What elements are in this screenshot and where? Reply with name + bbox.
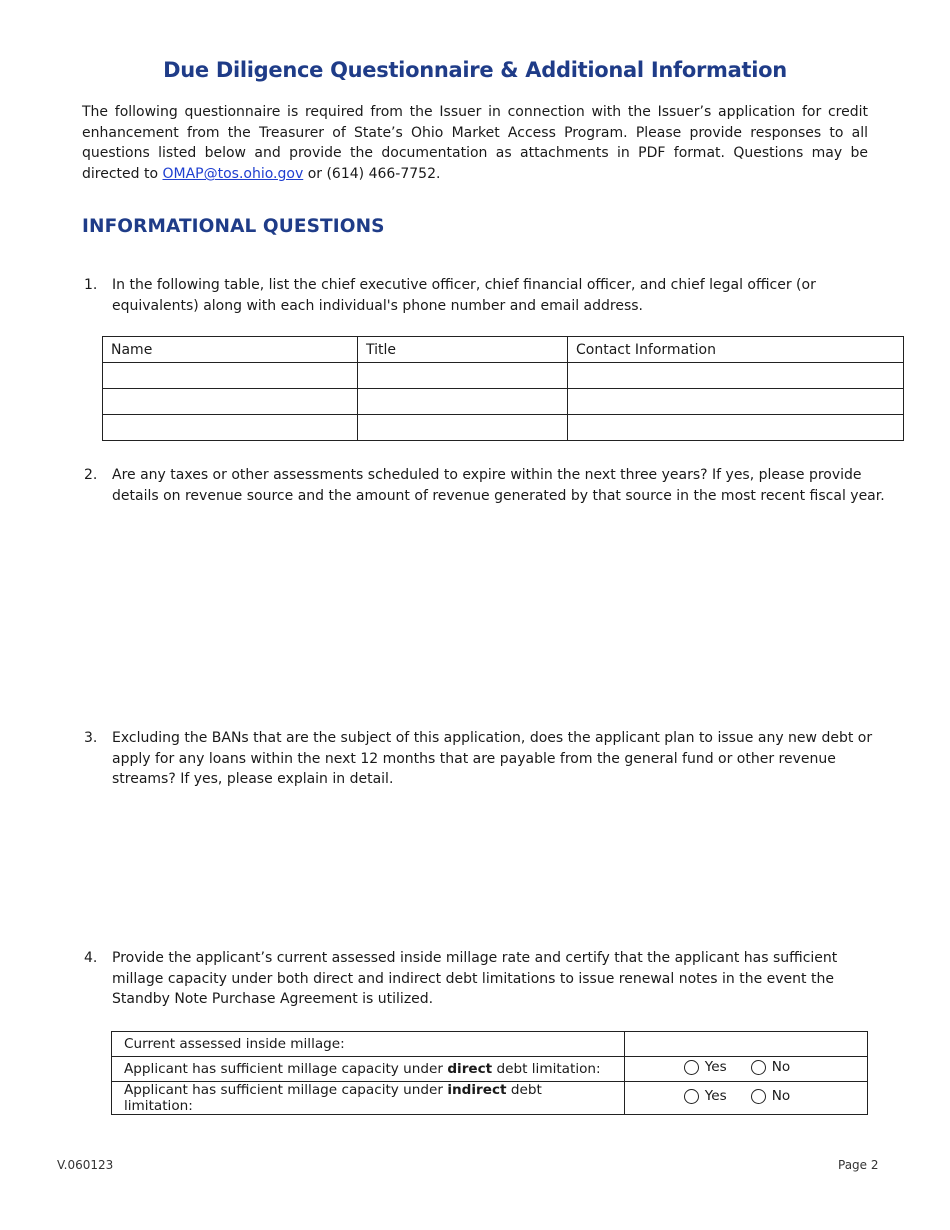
question-4 [84, 948, 844, 1010]
table-cell-title[interactable] [358, 363, 568, 389]
document-title: Due Diligence Questionnaire & Additional Information [163, 58, 787, 82]
direct-no-radio[interactable] [751, 1060, 766, 1075]
column-header-title: Title [358, 337, 568, 363]
millage-input[interactable] [625, 1032, 868, 1057]
table-row [103, 363, 904, 389]
indirect-capacity-answer [625, 1082, 868, 1115]
millage-table [111, 1031, 868, 1115]
version-label: V.060123 [57, 1158, 114, 1172]
table-row [103, 415, 904, 441]
table-cell-name[interactable] [103, 389, 358, 415]
label-bold: direct [447, 1061, 493, 1077]
indirect-yes-radio[interactable] [684, 1089, 699, 1104]
email-link[interactable]: OMAP@tos.ohio.gov [162, 166, 304, 183]
label-text: Applicant has sufficient millage capacity under [124, 1082, 448, 1098]
table-cell-title[interactable] [358, 415, 568, 441]
table-header-row [103, 337, 904, 363]
intro-text: The following questionnaire is required from the Issuer in connection with the Issuer’s application for credit enhancement from the Treasurer of State’s Ohio Market Access Program. Please provide responses to all questions listed below and provide the documentation as attachments in PDF format. Questions may be directed to [82, 104, 868, 183]
intro-text-after: or (614) 466-7752. [303, 166, 441, 183]
question-number: 3. [84, 730, 98, 746]
table-cell-contact[interactable] [568, 363, 904, 389]
question-number: 2. [84, 467, 98, 483]
no-label: No [771, 1059, 791, 1076]
direct-yes-radio[interactable] [684, 1060, 699, 1075]
indirect-capacity-label [112, 1082, 625, 1115]
section-heading: INFORMATIONAL QUESTIONS [82, 216, 385, 237]
table-cell-title[interactable] [358, 389, 568, 415]
question-number: 1. [84, 277, 98, 293]
question-text: Provide the applicant’s current assessed inside millage rate and certify that the applicant has sufficient millage capacity under both direct and indirect debt limitations to issue renewal notes in the event the Standby Note Purchase Agreement is utilized. [112, 950, 838, 1008]
column-header-contact: Contact Information [568, 337, 904, 363]
table-row [112, 1082, 868, 1115]
table-row [103, 389, 904, 415]
table-cell-contact[interactable] [568, 389, 904, 415]
table-cell-name[interactable] [103, 363, 358, 389]
table-row [112, 1032, 868, 1057]
no-label: No [771, 1088, 791, 1105]
label-text: debt limitation: [492, 1061, 601, 1077]
label-text: debt limitation: [124, 1082, 542, 1114]
question-1 [84, 275, 904, 316]
direct-capacity-answer [625, 1057, 868, 1082]
question-3 [84, 728, 904, 790]
yes-label: Yes [704, 1059, 727, 1076]
officers-table [102, 336, 904, 441]
millage-label: Current assessed inside millage: [112, 1032, 625, 1057]
label-bold: indirect [447, 1082, 507, 1098]
question-number: 4. [84, 950, 98, 966]
column-header-name: Name [103, 337, 358, 363]
question-text: Are any taxes or other assessments scheduled to expire within the next three years? If yes, please provide details on revenue source and the amount of revenue generated by that source in the most recent fiscal year. [112, 467, 885, 504]
question-text: In the following table, list the chief executive officer, chief financial officer, and chief legal officer (or equivalents) along with each individual's phone number and email address. [112, 277, 816, 314]
label-text: Applicant has sufficient millage capacity under [124, 1061, 448, 1077]
page-number: Page 2 [838, 1158, 879, 1172]
indirect-no-radio[interactable] [751, 1089, 766, 1104]
table-cell-contact[interactable] [568, 415, 904, 441]
table-row [112, 1057, 868, 1082]
question-2 [84, 465, 904, 506]
question-text: Excluding the BANs that are the subject of this application, does the applicant plan to issue any new debt or apply for any loans within the next 12 months that are payable from the general fund or other revenue streams? If yes, please explain in detail. [112, 730, 873, 788]
direct-capacity-label [112, 1057, 625, 1082]
table-cell-name[interactable] [103, 415, 358, 441]
intro-paragraph [82, 102, 868, 185]
yes-label: Yes [704, 1088, 727, 1105]
